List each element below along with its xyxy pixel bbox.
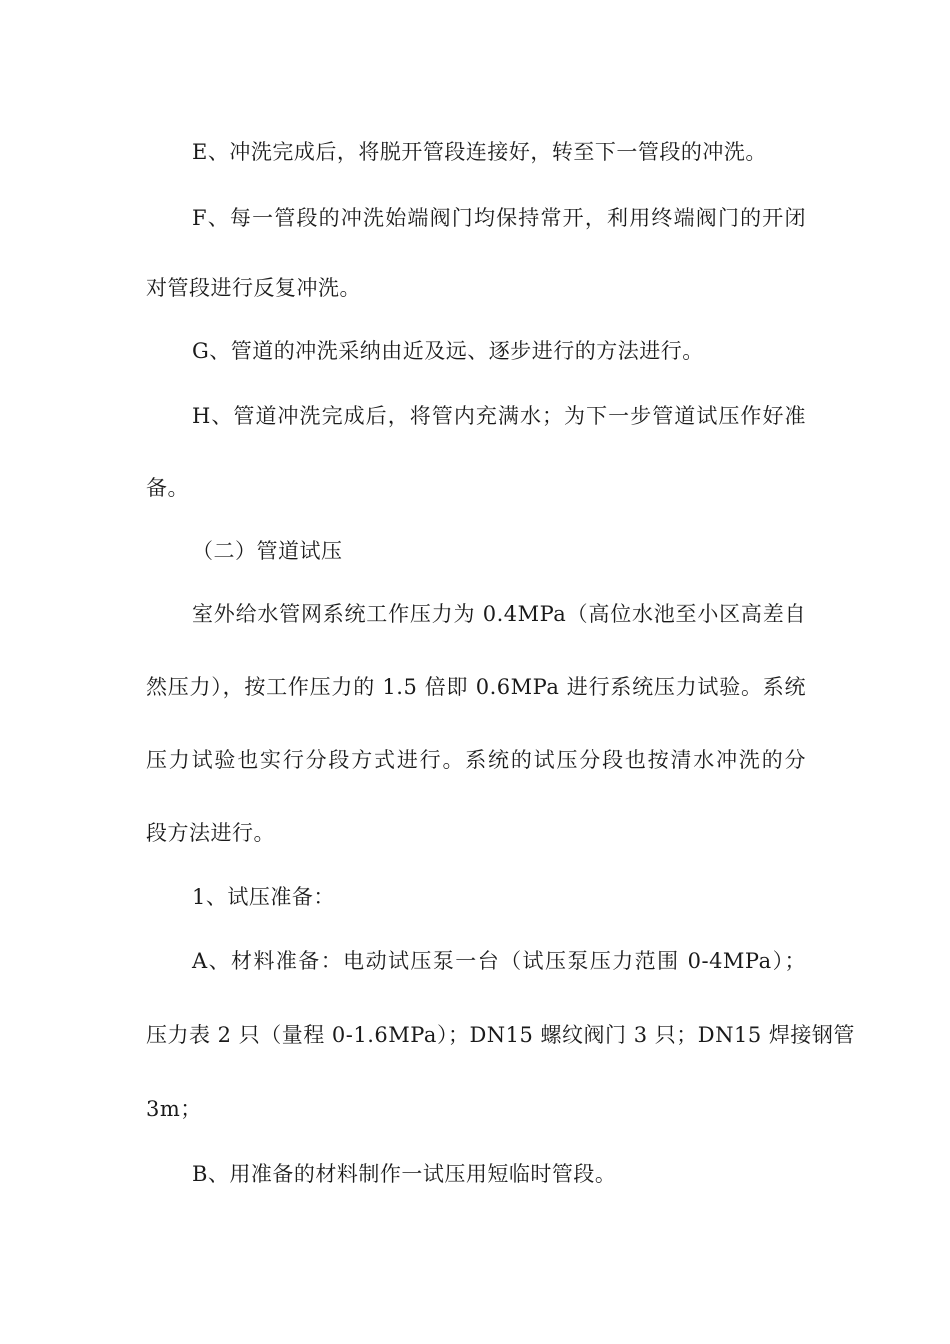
paragraph-pressure-line-3: 压力试验也实行分段方式进行。系统的试压分段也按清水冲洗的分	[146, 748, 806, 772]
paragraph-h-line-2: 备。	[146, 476, 189, 500]
paragraph-pressure-line-4: 段方法进行。	[146, 821, 275, 845]
paragraph-a-line-2: 压力表 2 只（量程 0-1.6MPa）；DN15 螺纹阀门 3 只；DN15 焊接钢管	[146, 1023, 855, 1047]
paragraph-a-line-1: A、材料准备：电动试压泵一台（试压泵压力范围 0-4MPa）；	[192, 949, 806, 973]
paragraph-h-line-1: H、管道冲洗完成后，将管内充满水；为下一步管道试压作好准	[192, 404, 806, 428]
paragraph-g-line-1: G、管道的冲洗采纳由近及远、逐步进行的方法进行。	[192, 339, 704, 363]
paragraph-pressure-line-2: 然压力），按工作压力的 1.5 倍即 0.6MPa 进行系统压力试验。系统	[146, 675, 806, 699]
subheading-test-preparation: 1、试压准备：	[192, 885, 335, 909]
section-heading-pressure-test: （二）管道试压	[192, 539, 343, 563]
paragraph-f-line-1: F、每一管段的冲洗始端阀门均保持常开，利用终端阀门的开闭	[192, 206, 806, 230]
paragraph-b-line-1: B、用准备的材料制作一试压用短临时管段。	[192, 1162, 617, 1186]
paragraph-f-line-2: 对管段进行反复冲洗。	[146, 276, 361, 300]
paragraph-a-line-3: 3m；	[146, 1097, 202, 1121]
paragraph-pressure-line-1: 室外给水管网系统工作压力为 0.4MPa（高位水池至小区高差自	[192, 602, 806, 626]
paragraph-e-line-1: E、冲洗完成后，将脱开管段连接好，转至下一管段的冲洗。	[192, 140, 767, 164]
